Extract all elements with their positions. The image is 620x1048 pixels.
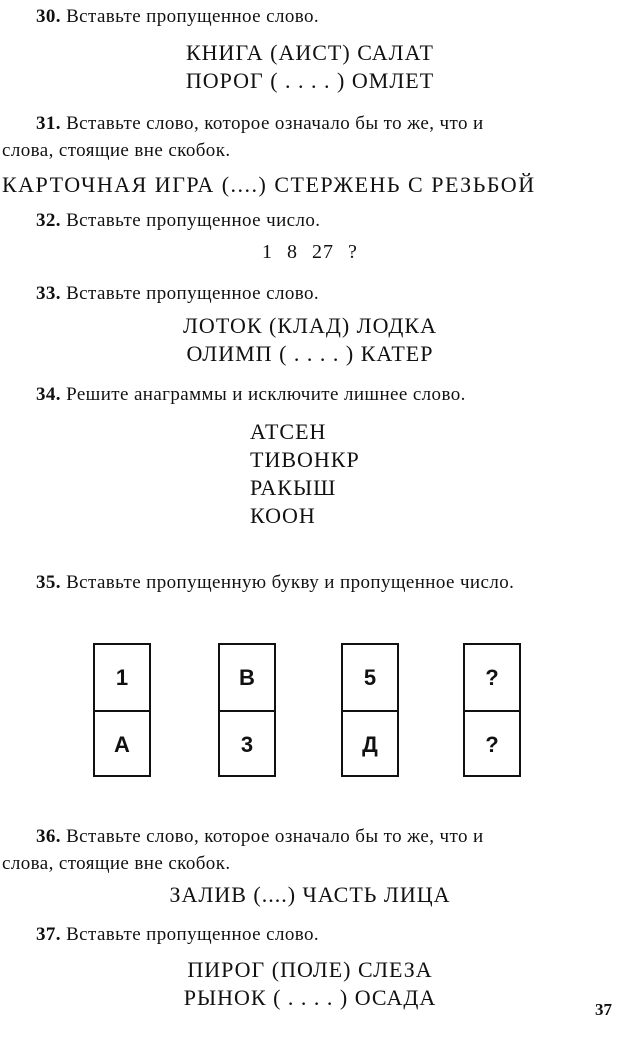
domino-tile — [463, 643, 521, 777]
puzzle-line: ЛОТОК (КЛАД) ЛОДКА — [183, 313, 437, 338]
anagram-word: КООН — [250, 503, 316, 528]
question-text: Вставьте слово, которое означало бы то же, что и — [66, 113, 484, 134]
domino-top-value: ? — [465, 645, 519, 712]
question-34 — [36, 384, 466, 406]
question-text: Вставьте пропущенное слово. — [66, 283, 320, 304]
question-text-continued: слова, стоящие вне скобок. — [2, 140, 231, 161]
question-30 — [36, 6, 319, 28]
question-text: Вставьте слово, которое означало бы то же, что и — [66, 826, 484, 847]
question-text: Вставьте пропущенное число. — [66, 210, 321, 231]
question-number: 30. — [36, 6, 61, 27]
anagram-word: РАКЫШ — [250, 475, 337, 500]
puzzle-line: КАРТОЧНАЯ ИГРА (....) СТЕРЖЕНЬ С РЕЗЬБОЙ — [2, 172, 536, 197]
domino-bottom-value: А — [114, 731, 130, 757]
question-number: 32. — [36, 210, 61, 231]
puzzle-line: КНИГА (АИСТ) САЛАТ — [186, 40, 434, 65]
question-33 — [36, 283, 319, 305]
puzzle-line: ПИРОГ (ПОЛЕ) СЛЕЗА — [187, 957, 433, 982]
puzzle-line: ПОРОГ ( . . . . ) ОМЛЕТ — [185, 68, 435, 93]
question-number: 36. — [36, 826, 61, 847]
question-text: Решите анаграммы и исключите лишнее слово. — [66, 384, 466, 405]
anagram-word: ТИВОНКР — [250, 447, 360, 472]
domino-bottom-value: ? — [485, 731, 499, 757]
domino-bottom-value: Д — [362, 731, 378, 757]
question-31 — [36, 113, 484, 135]
question-32 — [36, 210, 320, 232]
domino-bottom-value: 3 — [240, 731, 254, 757]
question-number: 34. — [36, 384, 61, 405]
question-number: 37. — [36, 924, 61, 945]
page-number: 37 — [595, 1000, 612, 1019]
question-37 — [36, 924, 319, 946]
domino-top-value: В — [220, 645, 274, 712]
question-35 — [36, 572, 514, 594]
domino-top-value: 1 — [95, 645, 149, 712]
number-sequence: 1 8 27 ? — [262, 241, 358, 263]
question-text: Вставьте пропущенную букву и пропущенное число. — [66, 572, 515, 593]
domino-tile — [93, 643, 151, 777]
question-36 — [36, 826, 484, 848]
puzzle-line: ОЛИМП ( . . . . ) КАТЕР — [186, 341, 434, 366]
anagram-word: АТСЕН — [250, 419, 327, 444]
puzzle-line: РЫНОК ( . . . . ) ОСАДА — [183, 985, 437, 1010]
question-text: Вставьте пропущенное слово. — [66, 6, 320, 27]
domino-tile — [341, 643, 399, 777]
question-number: 33. — [36, 283, 61, 304]
question-text: Вставьте пропущенное слово. — [66, 924, 320, 945]
domino-top-value: 5 — [343, 645, 397, 712]
domino-tile — [218, 643, 276, 777]
question-number: 35. — [36, 572, 61, 593]
question-number: 31. — [36, 113, 61, 134]
question-text-continued: слова, стоящие вне скобок. — [2, 853, 231, 874]
puzzle-line: ЗАЛИВ (....) ЧАСТЬ ЛИЦА — [169, 882, 451, 907]
